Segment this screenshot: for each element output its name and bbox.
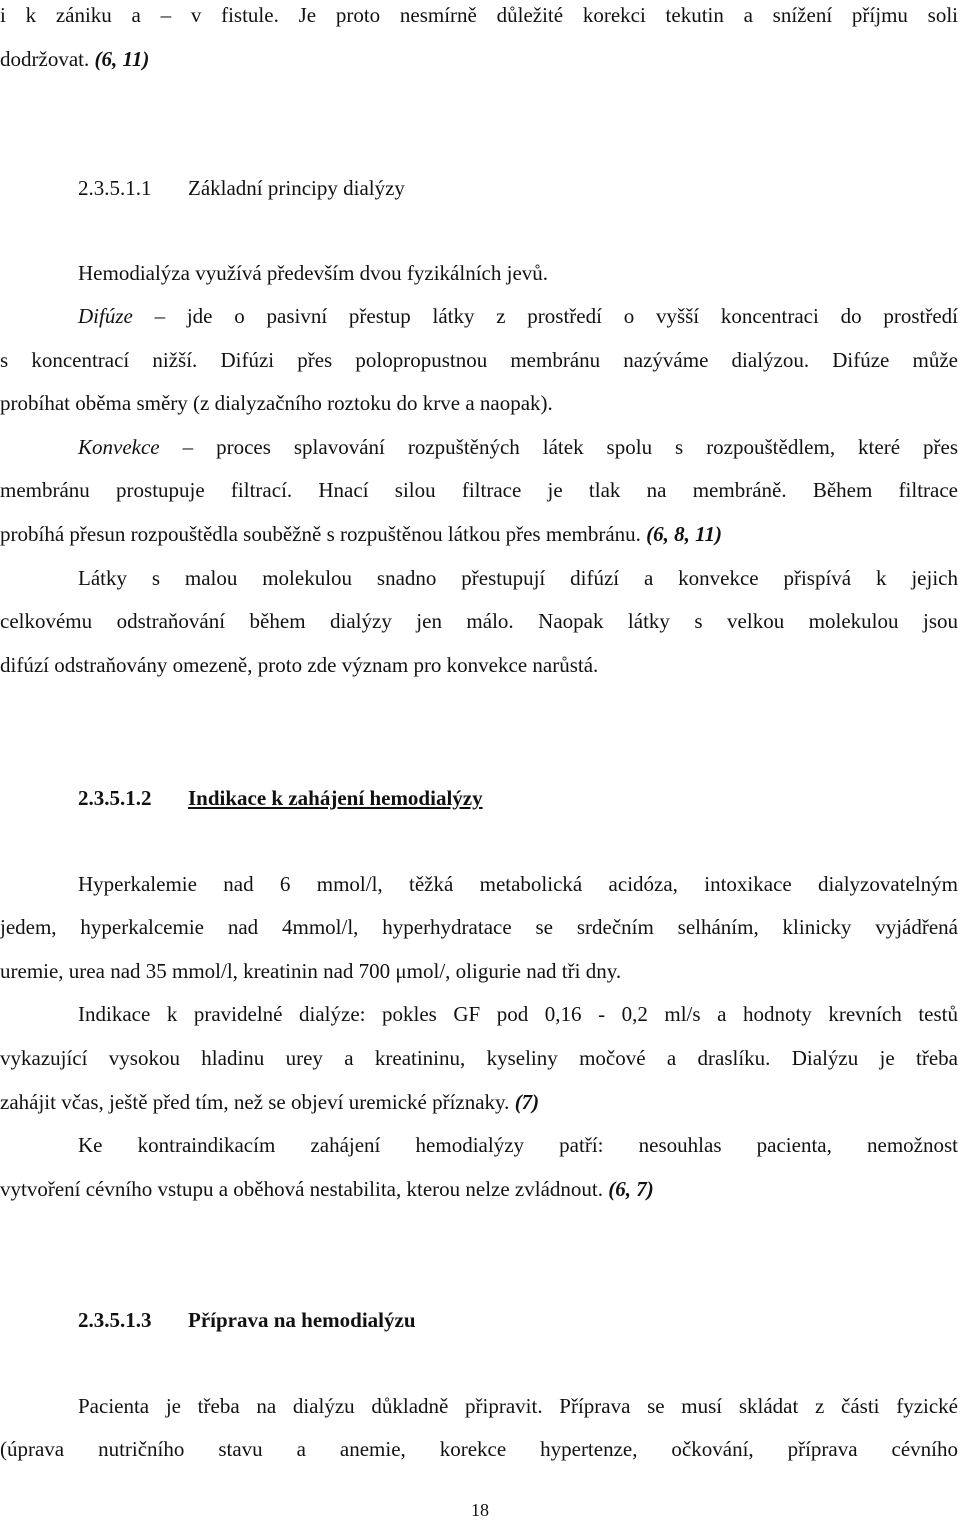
text: zahájit včas, ještě před tím, než se objeví uremické příznaky. — [0, 1090, 510, 1114]
paragraph-line — [0, 347, 958, 373]
paragraph-line — [78, 434, 958, 460]
citation: (6, 7) — [608, 1177, 654, 1201]
heading-title: Příprava na hemodialýzu — [188, 1308, 416, 1332]
citation: (6, 8, 11) — [646, 522, 722, 546]
paragraph-line — [78, 1393, 958, 1419]
text: Hemodialýza využívá především dvou fyzikálních jevů. — [78, 261, 549, 285]
text: vytvoření cévního vstupu a oběhová nestabilita, kterou nelze zvládnout. — [0, 1177, 603, 1201]
text: s koncentrací nižší. Difúzi přes polopropustnou membránu nazýváme dialýzou. Difúze může — [0, 348, 958, 372]
citation: (6, 11) — [94, 47, 150, 71]
paragraph-line — [0, 477, 958, 503]
paragraph-line — [0, 1089, 539, 1115]
heading-title: Indikace k zahájení hemodialýzy — [188, 786, 483, 810]
text: probíhá přesun rozpouštědla souběžně s rozpuštěnou látkou přes membránu. — [0, 522, 641, 546]
section-heading — [78, 785, 483, 811]
text: Indikace k pravidelné dialýze: pokles GF pod 0,16 - 0,2 ml/s a hodnoty krevních testů — [78, 1002, 958, 1026]
paragraph-line — [78, 1132, 958, 1158]
text: Látky s malou molekulou snadno přestupují difúzí a konvekce přispívá k jejich — [78, 566, 958, 590]
paragraph-line — [78, 871, 958, 897]
text: Hyperkalemie nad 6 mmol/l, těžká metabolická acidóza, intoxikace dialyzovatelným — [78, 872, 958, 896]
paragraph-line — [0, 1176, 654, 1202]
paragraph-line — [0, 1045, 958, 1071]
text: – proces splavování rozpuštěných látek spolu s rozpouštědlem, které přes — [159, 435, 958, 459]
section-heading — [78, 1307, 416, 1333]
text: celkovému odstraňování během dialýzy jen málo. Naopak látky s velkou molekulou jsou — [0, 609, 958, 633]
heading-title: Základní principy dialýzy — [188, 176, 405, 200]
text: membránu prostupuje filtrací. Hnací silou filtrace je tlak na membráně. Během filtrace — [0, 478, 958, 502]
paragraph-line — [0, 2, 958, 28]
page-number: 18 — [471, 1500, 489, 1520]
text: i k zániku a – v fistule. Je proto nesmírně důležité korekci tekutin a snížení příjmu soli — [0, 3, 958, 27]
text: (úprava nutričního stavu a anemie, korekce hypertenze, očkování, příprava cévního — [0, 1437, 958, 1461]
heading-number: 2.3.5.1.2 — [78, 786, 152, 810]
paragraph-line — [0, 914, 958, 940]
paragraph-line — [0, 652, 598, 678]
heading-number: 2.3.5.1.3 — [78, 1308, 152, 1332]
term: Konvekce — [78, 435, 160, 459]
text: Ke kontraindikacím zahájení hemodialýzy patří: nesouhlas pacienta, nemožnost — [78, 1133, 958, 1157]
paragraph-line — [0, 608, 958, 634]
text: uremie, urea nad 35 mmol/l, kreatinin nad 700 μmol/, oligurie nad tři dny. — [0, 959, 622, 983]
text: jedem, hyperkalcemie nad 4mmol/l, hyperhydratace se srdečním selháním, klinicky vyjádřená — [0, 915, 958, 939]
section-heading — [78, 175, 405, 201]
paragraph-line — [78, 303, 958, 329]
citation: (7) — [514, 1090, 540, 1114]
paragraph-line — [78, 1001, 958, 1027]
text: probíhat oběma směry (z dialyzačního roztoku do krve a naopak). — [0, 391, 553, 415]
paragraph-line — [0, 1436, 958, 1462]
text: Pacienta je třeba na dialýzu důkladně připravit. Příprava se musí skládat z části fyzické — [78, 1394, 958, 1418]
paragraph-line — [0, 521, 722, 547]
term: Difúze — [78, 304, 133, 328]
paragraph-line — [0, 46, 149, 72]
text: – jde o pasivní přestup látky z prostředí o vyšší koncentraci do prostředí — [132, 304, 958, 328]
paragraph-line — [78, 260, 548, 286]
paragraph-line — [78, 565, 958, 591]
paragraph-line — [0, 958, 621, 984]
heading-number: 2.3.5.1.1 — [78, 176, 152, 200]
text: difúzí odstraňovány omezeně, proto zde význam pro konvekce narůstá. — [0, 653, 599, 677]
paragraph-line — [0, 390, 553, 416]
text: dodržovat. — [0, 47, 90, 71]
text: vykazující vysokou hladinu urey a kreatininu, kyseliny močové a draslíku. Dialýzu je třeba — [0, 1046, 958, 1070]
